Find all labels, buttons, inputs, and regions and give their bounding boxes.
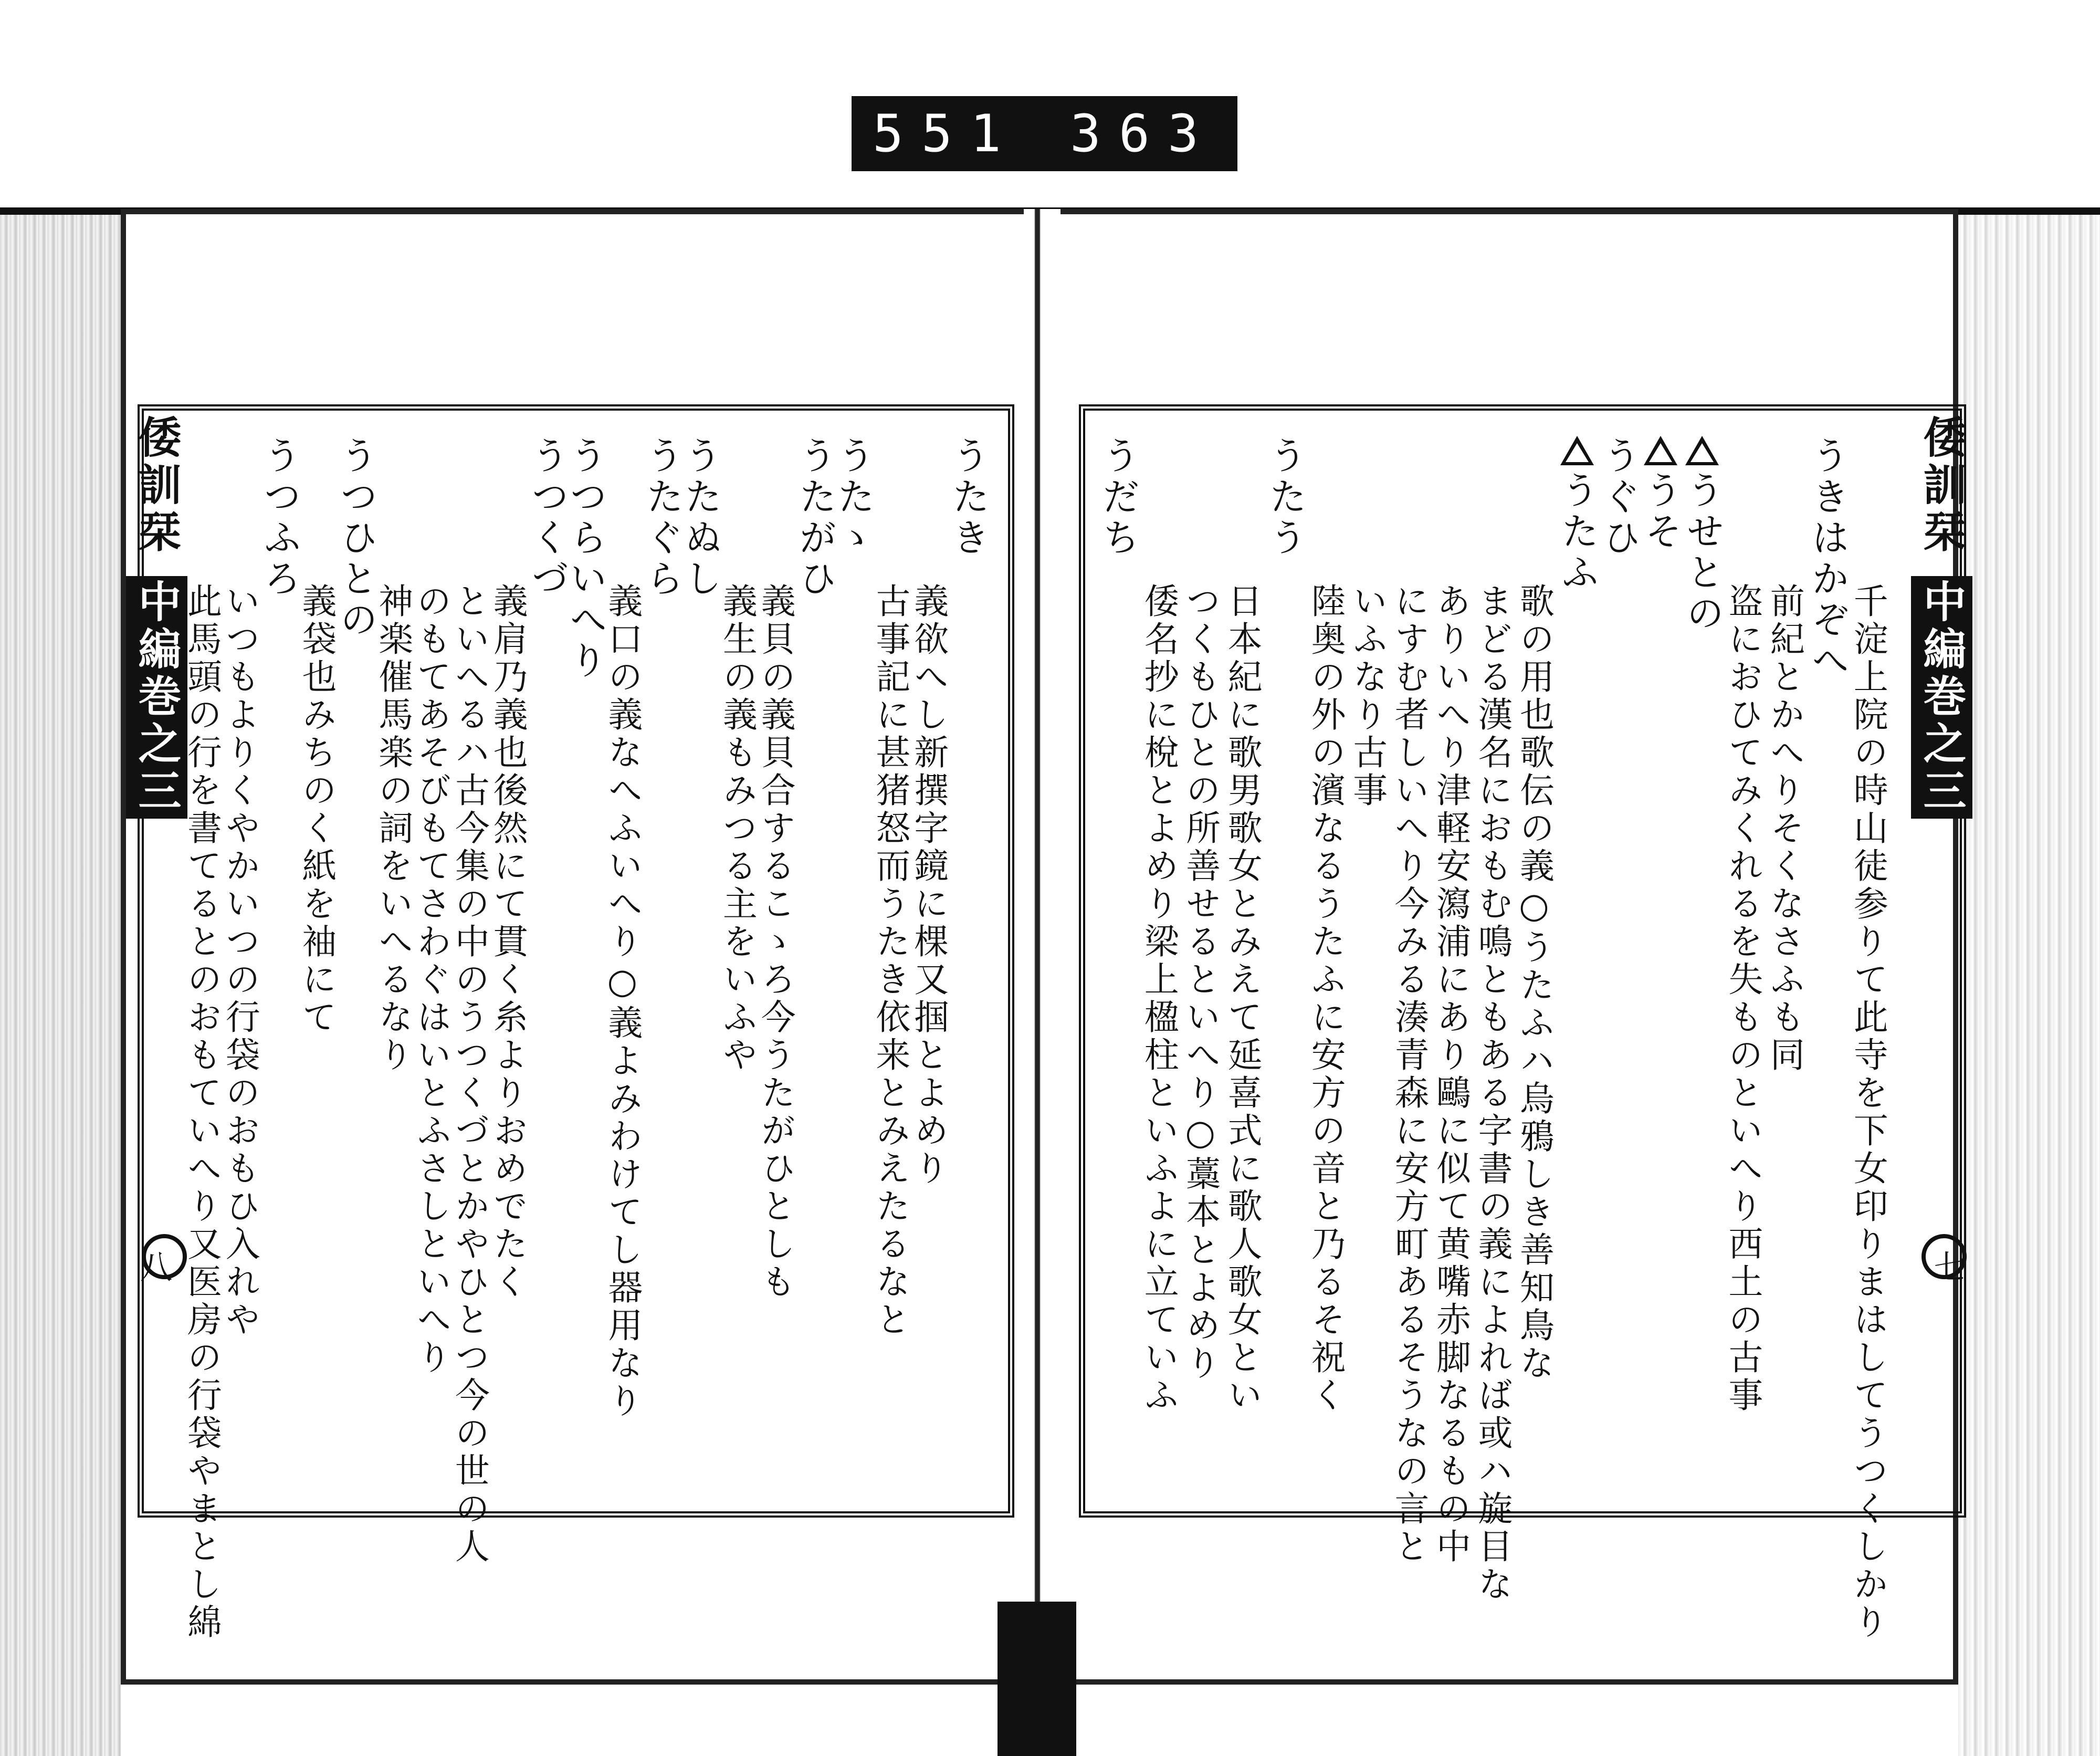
entry-text-column — [1472, 583, 1513, 1604]
entry-text-column — [1389, 583, 1430, 1566]
column-text: うつらいへり — [563, 436, 607, 682]
entry-text-column — [1305, 583, 1346, 1502]
entry-headword — [1805, 436, 1850, 1502]
column-text: 倭名抄に梲とよめり梁上楹柱といふよに立ていふ — [1138, 583, 1179, 1415]
column-text: つくもひとの所善せるといへり○藁本とよめり — [1180, 583, 1221, 1383]
entry-text-column — [602, 583, 643, 1502]
entry-text-column — [1347, 583, 1388, 1502]
entry-text-column — [908, 583, 949, 1502]
page-edge-right — [1958, 210, 2100, 1756]
column-text: うたぐら — [639, 436, 684, 600]
column-text: 陸奥の外の濱なるうたふに安方の音と乃るそ祝く — [1305, 583, 1346, 1415]
column-text: うきはかぞへ — [1805, 436, 1850, 682]
column-text: うぐひ — [1597, 436, 1641, 559]
entry-text-column — [1847, 583, 1888, 1642]
column-text: 日本紀に歌男歌女とみえて延喜式に歌人歌女とい — [1222, 583, 1263, 1415]
entry-headword — [333, 436, 378, 1502]
entry-text-column — [487, 583, 528, 1502]
column-text: のもてあそびもてさわぐはいとふさしといへり — [411, 583, 452, 1377]
entry-headword — [563, 436, 607, 1502]
triangle-marker-icon — [1644, 436, 1677, 465]
column-text: 義肩乃義也後然にて貫く糸よりおめでたく — [487, 583, 528, 1301]
entry-text-column — [755, 583, 796, 1502]
triangle-marker-icon — [1560, 436, 1594, 465]
entry-text-column — [1138, 583, 1179, 1502]
column-text: うそ — [1638, 471, 1683, 552]
column-text: 此馬頭の行を書てるとのおもていへり又医房の行袋やまとし綿 — [181, 583, 222, 1642]
column-text: 千淀上院の時山徒参りて此寺を下女印りまはしてうつくしかり — [1847, 583, 1888, 1642]
right-hashira-title: 倭訓栞 — [1916, 415, 1967, 557]
page-edge-left — [0, 210, 121, 1756]
column-text: 義生の義もみつる主をいふや — [717, 583, 758, 1074]
entry-text-column — [1722, 583, 1763, 1502]
column-text: 古事記に甚猪怒而うたき依来とみえたるなと — [869, 583, 910, 1339]
entry-headword — [1680, 436, 1725, 1502]
right-folio: 七 — [1928, 1250, 1967, 1282]
book-gutter — [1024, 209, 1060, 1756]
entry-headword — [1597, 436, 1641, 1502]
column-text: 歌の用也歌伝の義○うたふハ烏鴉しき善知鳥な — [1514, 583, 1555, 1383]
entry-headword — [1555, 436, 1599, 1502]
entry-headword — [525, 436, 570, 1502]
column-text: 神楽催馬楽の詞をいへるなり — [372, 583, 413, 1074]
column-text: うせとの — [1680, 471, 1725, 634]
left-hashira — [126, 415, 187, 1491]
entry-text-column — [1180, 583, 1221, 1502]
entry-text-column — [449, 583, 490, 1566]
left-hashira-title: 倭訓栞 — [131, 415, 182, 557]
entry-headword — [1096, 436, 1140, 1502]
entry-headword — [793, 436, 837, 1502]
entry-headword — [678, 436, 722, 1502]
column-text: 義袋也みちのく紙を袖にて — [296, 583, 337, 1037]
entry-text-column — [1514, 583, 1555, 1502]
entry-text-column — [1222, 583, 1263, 1502]
column-text: うつふろ — [257, 436, 302, 600]
entry-headword — [1263, 436, 1307, 1502]
column-text: うたふ — [1555, 471, 1599, 593]
column-text: うだち — [1096, 436, 1140, 559]
column-text: うつひとの — [333, 436, 378, 641]
entry-text-column — [181, 583, 222, 1642]
catalogue-label — [852, 96, 1237, 171]
catalogue-number-left: 551 — [873, 103, 1020, 164]
column-text: 盗におひてみくれるを失ものといへり西土の古事 — [1722, 583, 1763, 1415]
entry-text-column — [1764, 583, 1805, 1502]
entry-headword — [831, 436, 875, 1502]
column-text: うつくづ — [525, 436, 570, 600]
column-text: まどる漢名におもむ鳴ともある字書の義によれば或ハ旋目な — [1472, 583, 1513, 1604]
entry-headword — [639, 436, 684, 1502]
column-text: 義欲へし新撰字鏡に棵又掴とよめり — [908, 583, 949, 1188]
column-text: といへるハ古今集の中のうつくづとかやひとつ今の世の人 — [449, 583, 490, 1566]
entry-text-column — [717, 583, 758, 1502]
entry-text-column — [372, 583, 413, 1502]
left-hashira-volume: 中編巻之三 — [126, 576, 187, 819]
column-text: いふなり古事 — [1347, 583, 1388, 810]
right-hashira — [1911, 415, 1972, 1491]
column-text: うたぬし — [678, 436, 722, 600]
right-hashira-volume: 中編巻之三 — [1911, 576, 1972, 819]
left-folio: 八 — [134, 1250, 173, 1282]
column-text: うたゝ — [831, 436, 875, 559]
column-text: うたがひ — [793, 436, 837, 600]
entry-text-column — [219, 583, 260, 1502]
triangle-marker-icon — [1685, 436, 1719, 465]
column-text: ありいへり津軽安瀉浦にあり鷗に似て黄嘴赤脚なるもの中 — [1430, 583, 1471, 1566]
column-text: 義口の義なへふいへり○義よみわけてし器用なり — [602, 583, 643, 1420]
gutter-shadow — [998, 1602, 1076, 1756]
column-text: 前紀とかへりそくなさふも同 — [1764, 583, 1805, 1074]
column-text: うたき — [946, 436, 990, 559]
column-text: うたう — [1263, 436, 1307, 559]
column-text: 義貝の義貝合するこゝろ今うたがひとしも — [755, 583, 796, 1301]
entry-headword — [1638, 436, 1683, 1502]
entry-text-column — [1430, 583, 1471, 1566]
entry-text-column — [411, 583, 452, 1502]
column-text: いつもよりくやかいつの行袋のおもひ入れや — [219, 583, 260, 1339]
entry-headword — [257, 436, 302, 1502]
catalogue-number-right: 363 — [1069, 103, 1216, 164]
column-text: にすむ者しいへり今みる湊青森に安方町あるそうなの言と — [1389, 583, 1430, 1566]
entry-text-column — [296, 583, 337, 1502]
entry-headword — [946, 436, 990, 1502]
entry-text-column — [869, 583, 910, 1502]
